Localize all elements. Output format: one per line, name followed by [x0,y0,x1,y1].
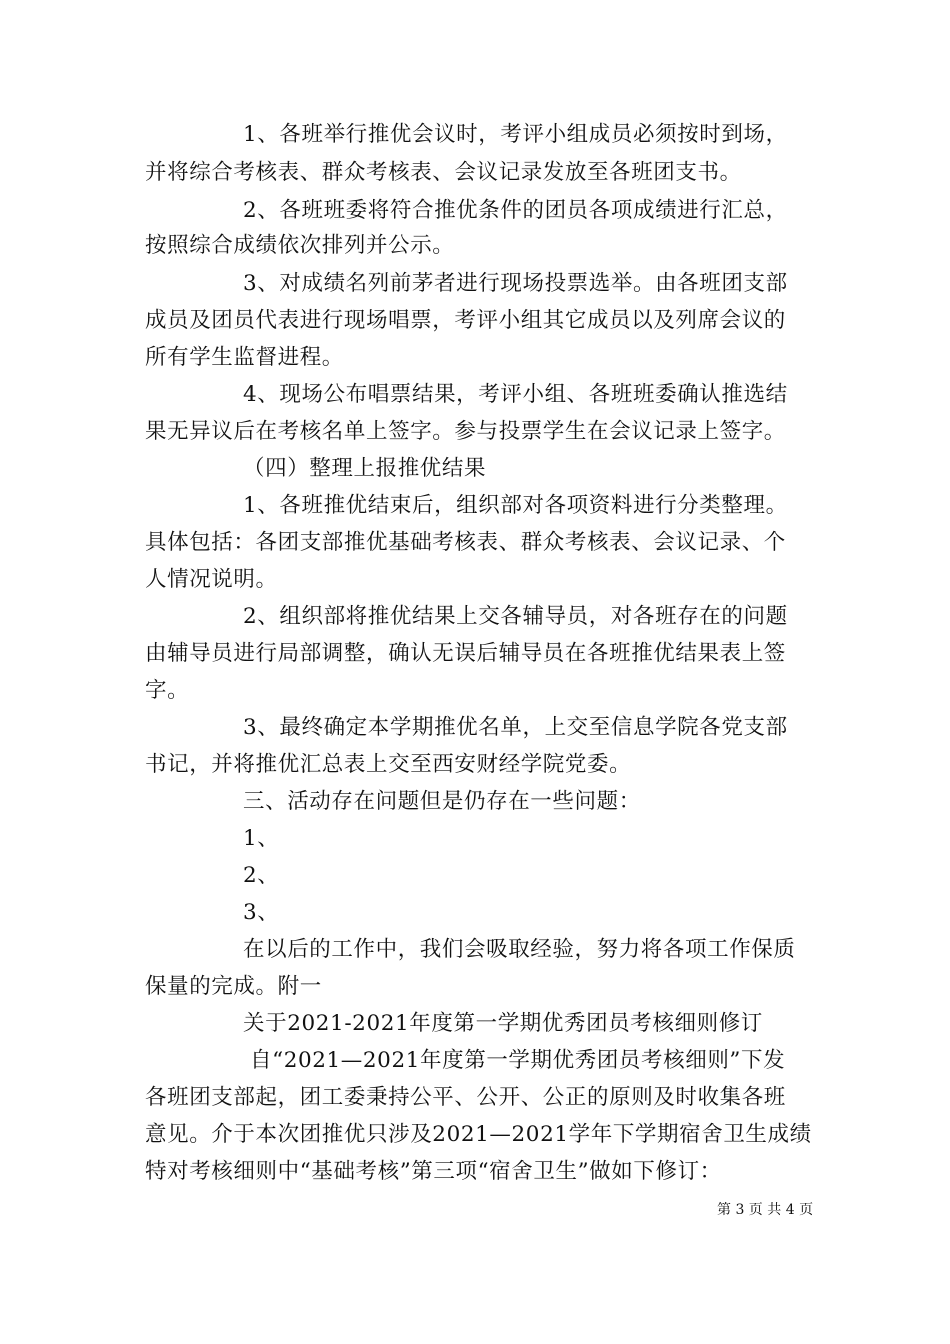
appendix-title: 关于2021-2021年度第一学期优秀团员考核细则修订 [243,1011,763,1036]
text-line: 2、各班班委将符合推优条件的团员各项成绩进行汇总， [243,198,788,223]
text-line: 所有学生监督进程。 [145,345,344,370]
list-item: 1、 [243,826,280,851]
text-line: 意见。介于本次团推优只涉及2021—2021学年下学期宿舍卫生成绩 [145,1122,812,1147]
text-line: 3、最终确定本学期推优名单，上交至信息学院各党支部 [243,715,788,740]
section-heading: 三、活动存在问题但是仍存在一些问题： [243,789,641,814]
text-line: 4、现场公布唱票结果，考评小组、各班班委确认推选结 [243,382,788,407]
text-line: 成员及团员代表进行现场唱票，考评小组其它成员以及列席会议的 [145,308,786,333]
text-line: 特对考核细则中“基础考核”第三项“宿舍卫生”做如下修订： [145,1159,722,1184]
text-line: 书记，并将推优汇总表上交至西安财经学院党委。 [145,752,632,777]
text-line: 自“2021—2021年度第一学期优秀团员考核细则”下发 [250,1048,786,1073]
text-line: 各班团支部起，团工委秉持公平、公开、公正的原则及时收集各班 [145,1085,786,1110]
text-line: 1、各班举行推优会议时，考评小组成员必须按时到场， [243,122,788,147]
list-item: 3、 [243,900,280,925]
text-line: 3、对成绩名列前茅者进行现场投票选举。由各班团支部 [243,271,788,296]
text-line: 在以后的工作中，我们会吸取经验，努力将各项工作保质 [243,937,796,962]
text-line: 按照综合成绩依次排列并公示。 [145,233,455,258]
text-line: 保量的完成。附一 [145,974,322,999]
section-heading: （四）整理上报推优结果 [243,456,487,481]
text-line: 具体包括：各团支部推优基础考核表、群众考核表、会议记录、个 [145,530,786,555]
page-number: 第 3 页 共 4 页 [717,1202,814,1218]
text-line: 人情况说明。 [145,567,278,592]
text-line: 由辅导员进行局部调整，确认无误后辅导员在各班推优结果表上签 [145,641,786,666]
text-line: 字。 [145,678,190,703]
text-line: 2、组织部将推优结果上交各辅导员，对各班存在的问题 [243,604,788,629]
list-item: 2、 [243,863,280,888]
text-line: 并将综合考核表、群众考核表、会议记录发放至各班团支书。 [145,160,742,185]
text-line: 1、各班推优结束后，组织部对各项资料进行分类整理。 [243,493,788,518]
text-line: 果无异议后在考核名单上签字。参与投票学生在会议记录上签字。 [145,419,786,444]
